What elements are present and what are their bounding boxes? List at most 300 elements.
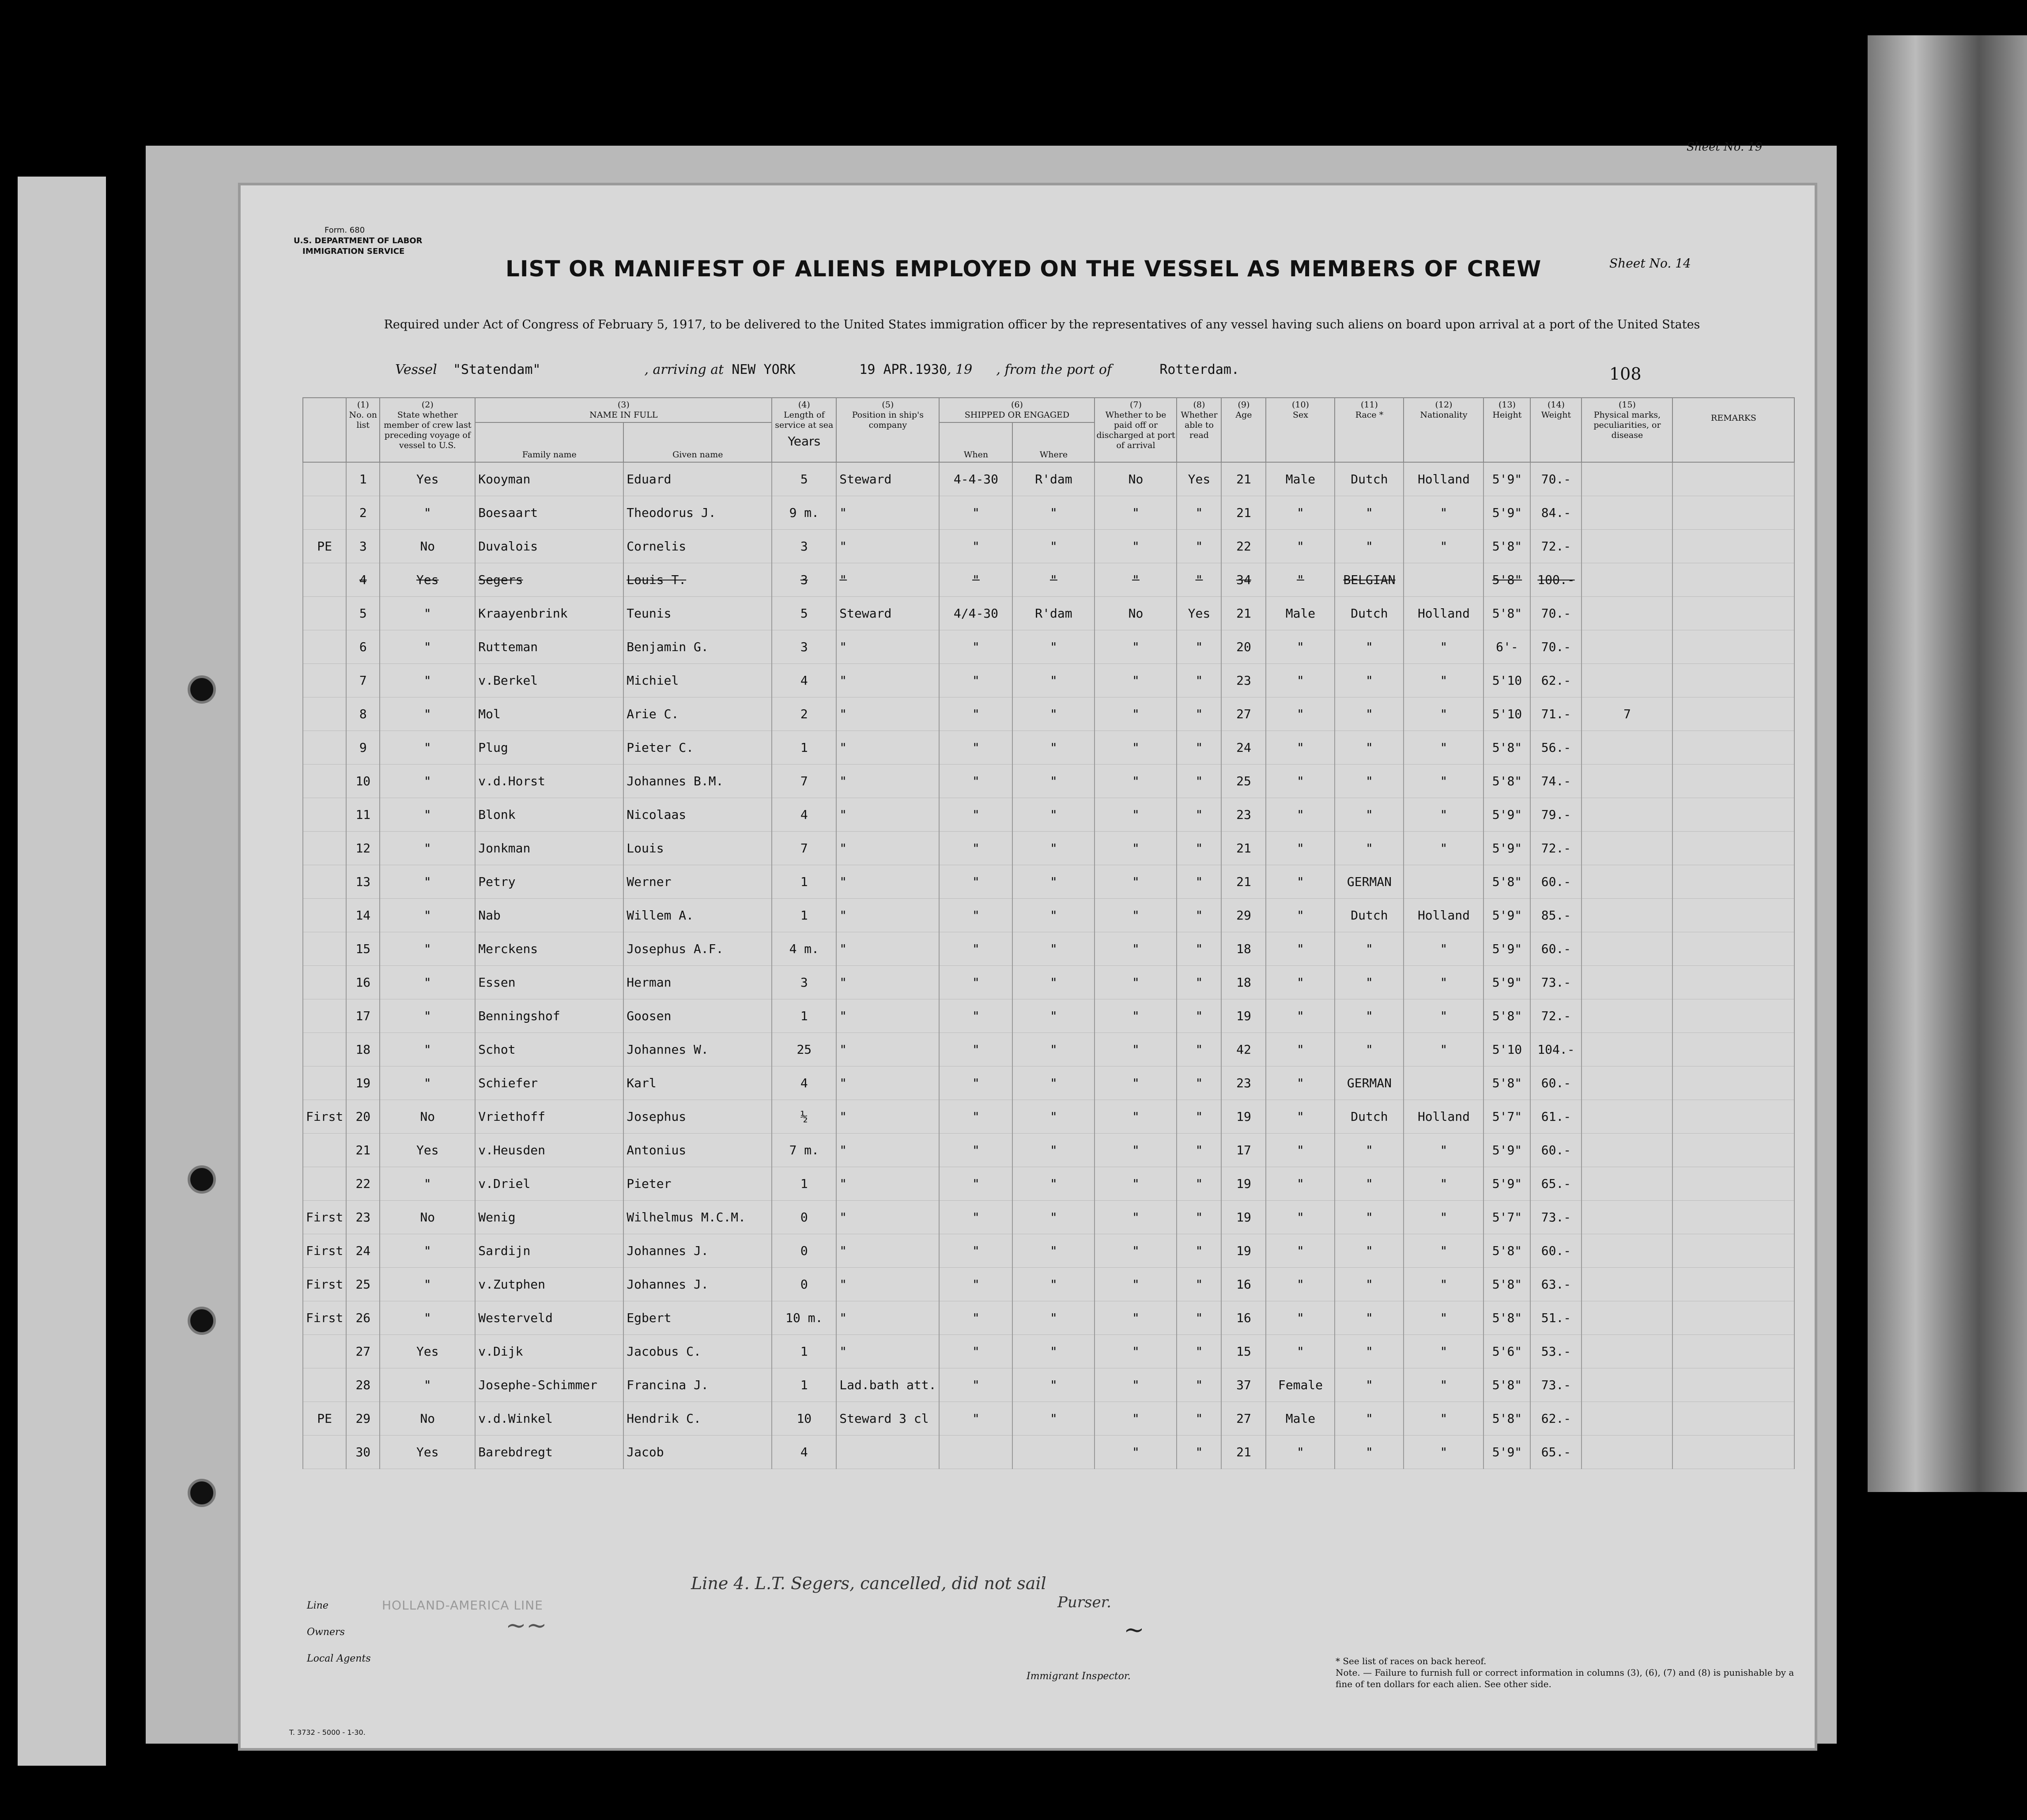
- paid-off: ": [1095, 1134, 1177, 1167]
- family-name: Benningshof: [475, 999, 623, 1033]
- physical-marks: [1582, 1033, 1672, 1066]
- position: ": [836, 697, 939, 731]
- physical-marks: [1582, 664, 1672, 697]
- row-margin-note: [303, 832, 346, 865]
- given-name: Michiel: [623, 664, 772, 697]
- paid-off: ": [1095, 630, 1177, 664]
- able-to-read: ": [1177, 899, 1221, 932]
- weight: 72.-: [1530, 530, 1582, 563]
- given-name: Eduard: [623, 462, 772, 496]
- service-length: 3: [772, 563, 836, 597]
- able-to-read: ": [1177, 1100, 1221, 1134]
- shipped-where: ": [1012, 1368, 1095, 1402]
- physical-marks: [1582, 496, 1672, 530]
- col-position: (5) Position in ship's company: [836, 398, 939, 462]
- sex: ": [1266, 563, 1335, 597]
- able-to-read: ": [1177, 1134, 1221, 1167]
- arriving-port: NEW YORK: [732, 362, 796, 377]
- from-label: , from the port of: [996, 362, 1112, 377]
- row-margin-note: [303, 1134, 346, 1167]
- shipped-when: ": [939, 1134, 1012, 1167]
- age: 27: [1221, 1402, 1266, 1436]
- nationality: ": [1404, 1033, 1483, 1066]
- given-name: Josephus A.F.: [623, 932, 772, 966]
- sex: ": [1266, 1436, 1335, 1469]
- sex: ": [1266, 1033, 1335, 1066]
- row-number: 18: [346, 1033, 380, 1066]
- shipped-when: ": [939, 1368, 1012, 1402]
- able-to-read: ": [1177, 999, 1221, 1033]
- race: GERMAN: [1335, 1066, 1404, 1100]
- able-to-read: ": [1177, 1335, 1221, 1368]
- shipped-where: ": [1012, 1100, 1095, 1134]
- family-name: v.d.Winkel: [475, 1402, 623, 1436]
- shipped-where: ": [1012, 832, 1095, 865]
- previous-voyage: ": [380, 832, 475, 865]
- service-length: 10: [772, 1402, 836, 1436]
- paid-off: ": [1095, 1234, 1177, 1268]
- height: 5'7": [1483, 1100, 1530, 1134]
- given-name: Cornelis: [623, 530, 772, 563]
- height: 5'6": [1483, 1335, 1530, 1368]
- paid-off: ": [1095, 765, 1177, 798]
- shipped-where: ": [1012, 1134, 1095, 1167]
- service-length: 1: [772, 865, 836, 899]
- remarks: [1672, 765, 1794, 798]
- form-number: Form. 680: [325, 226, 365, 235]
- given-name: Johannes J.: [623, 1268, 772, 1301]
- height: 5'8": [1483, 765, 1530, 798]
- binder-hole: [188, 1479, 216, 1507]
- crew-row: [303, 530, 1794, 563]
- physical-marks: [1582, 630, 1672, 664]
- crew-row: [303, 462, 1794, 496]
- binder-hole: [188, 1165, 216, 1194]
- shipped-when: ": [939, 932, 1012, 966]
- race: ": [1335, 1234, 1404, 1268]
- remarks: [1672, 563, 1794, 597]
- position: ": [836, 1234, 939, 1268]
- service-length: 0: [772, 1268, 836, 1301]
- owners-label: Owners: [307, 1627, 345, 1638]
- crew-row: [303, 1402, 1794, 1436]
- row-margin-note: [303, 664, 346, 697]
- col-when: When: [939, 422, 1012, 462]
- row-number: 2: [346, 496, 380, 530]
- shipping-line: HOLLAND-AMERICA LINE: [382, 1598, 543, 1613]
- physical-marks: [1582, 1100, 1672, 1134]
- given-name: Willem A.: [623, 899, 772, 932]
- shipped-when: ": [939, 1234, 1012, 1268]
- binder-left-edge: [18, 177, 106, 1766]
- service-length: 0: [772, 1234, 836, 1268]
- able-to-read: ": [1177, 1234, 1221, 1268]
- service-length: 0: [772, 1201, 836, 1234]
- family-name: Boesaart: [475, 496, 623, 530]
- height: 5'8": [1483, 1066, 1530, 1100]
- paid-off: ": [1095, 1268, 1177, 1301]
- crew-rows: [303, 462, 1794, 1469]
- family-name: Westerveld: [475, 1301, 623, 1335]
- position: ": [836, 1167, 939, 1201]
- race: Dutch: [1335, 462, 1404, 496]
- row-margin-note: First: [303, 1268, 346, 1301]
- col-name-in-full: (3) NAME IN FULL: [475, 398, 772, 422]
- able-to-read: ": [1177, 1201, 1221, 1234]
- sex: ": [1266, 1268, 1335, 1301]
- weight: 60.-: [1530, 865, 1582, 899]
- sex: Male: [1266, 597, 1335, 630]
- crew-row: [303, 1066, 1794, 1100]
- paid-off: ": [1095, 1301, 1177, 1335]
- crew-row: [303, 1234, 1794, 1268]
- shipped-where: ": [1012, 865, 1095, 899]
- race: Dutch: [1335, 597, 1404, 630]
- able-to-read: ": [1177, 765, 1221, 798]
- position: ": [836, 1134, 939, 1167]
- height: 5'8": [1483, 597, 1530, 630]
- shipped-where: ": [1012, 899, 1095, 932]
- race: ": [1335, 1167, 1404, 1201]
- weight: 51.-: [1530, 1301, 1582, 1335]
- family-name: Duvalois: [475, 530, 623, 563]
- given-name: Francina J.: [623, 1368, 772, 1402]
- shipped-when: [939, 1436, 1012, 1469]
- family-name: Kooyman: [475, 462, 623, 496]
- sex: ": [1266, 530, 1335, 563]
- physical-marks: [1582, 798, 1672, 832]
- paid-off: ": [1095, 1368, 1177, 1402]
- remarks: [1672, 798, 1794, 832]
- position: Lad.bath att.: [836, 1368, 939, 1402]
- family-name: v.Berkel: [475, 664, 623, 697]
- height: 5'8": [1483, 530, 1530, 563]
- given-name: Arie C.: [623, 697, 772, 731]
- races-note: * See list of races on back hereof.: [1336, 1656, 1487, 1666]
- family-name: Sardijn: [475, 1234, 623, 1268]
- previous-voyage: ": [380, 597, 475, 630]
- race: ": [1335, 932, 1404, 966]
- service-length: 3: [772, 530, 836, 563]
- row-number: 3: [346, 530, 380, 563]
- previous-voyage: ": [380, 999, 475, 1033]
- signature-purser: ~~: [506, 1611, 547, 1640]
- given-name: Johannes W.: [623, 1033, 772, 1066]
- weight: 84.-: [1530, 496, 1582, 530]
- paid-off: ": [1095, 1402, 1177, 1436]
- age: 23: [1221, 664, 1266, 697]
- shipped-where: ": [1012, 1033, 1095, 1066]
- height: 5'10: [1483, 697, 1530, 731]
- paid-off: No: [1095, 597, 1177, 630]
- nationality: ": [1404, 697, 1483, 731]
- given-name: Jacob: [623, 1436, 772, 1469]
- crew-row: [303, 1033, 1794, 1066]
- row-number: 27: [346, 1335, 380, 1368]
- service-length: 4 m.: [772, 932, 836, 966]
- remarks: [1672, 496, 1794, 530]
- weight: 73.-: [1530, 1368, 1582, 1402]
- remarks: [1672, 865, 1794, 899]
- crew-row: [303, 731, 1794, 765]
- able-to-read: ": [1177, 932, 1221, 966]
- race: ": [1335, 798, 1404, 832]
- nationality: Holland: [1404, 1100, 1483, 1134]
- department-name: U.S. DEPARTMENT OF LABOR: [294, 236, 423, 245]
- nationality: ": [1404, 1436, 1483, 1469]
- paid-off: ": [1095, 798, 1177, 832]
- nationality: ": [1404, 798, 1483, 832]
- crew-row: [303, 765, 1794, 798]
- able-to-read: Yes: [1177, 462, 1221, 496]
- service-length: 4: [772, 1436, 836, 1469]
- physical-marks: [1582, 765, 1672, 798]
- physical-marks: [1582, 462, 1672, 496]
- shipped-where: ": [1012, 999, 1095, 1033]
- shipped-where: ": [1012, 1167, 1095, 1201]
- sex: ": [1266, 1201, 1335, 1234]
- height: 5'9": [1483, 966, 1530, 999]
- service-length: 1: [772, 899, 836, 932]
- shipped-where: ": [1012, 1335, 1095, 1368]
- shipped-when: ": [939, 1066, 1012, 1100]
- family-name: Kraayenbrink: [475, 597, 623, 630]
- inspector-label: Immigrant Inspector.: [1027, 1671, 1131, 1682]
- paid-off: ": [1095, 832, 1177, 865]
- shipped-when: 4-4-30: [939, 462, 1012, 496]
- height: 5'9": [1483, 899, 1530, 932]
- row-margin-note: [303, 1436, 346, 1469]
- paid-off: ": [1095, 1033, 1177, 1066]
- height: 5'8": [1483, 563, 1530, 597]
- crew-row: [303, 563, 1794, 597]
- weight: 73.-: [1530, 966, 1582, 999]
- shipped-where: ": [1012, 1234, 1095, 1268]
- row-number: 7: [346, 664, 380, 697]
- position: ": [836, 530, 939, 563]
- row-margin-note: [303, 932, 346, 966]
- previous-voyage: ": [380, 966, 475, 999]
- sex: ": [1266, 1134, 1335, 1167]
- nationality: Holland: [1404, 462, 1483, 496]
- row-margin-note: [303, 1368, 346, 1402]
- crew-row: [303, 1436, 1794, 1469]
- given-name: Herman: [623, 966, 772, 999]
- previous-voyage: ": [380, 697, 475, 731]
- given-name: Johannes J.: [623, 1234, 772, 1268]
- race: ": [1335, 1402, 1404, 1436]
- physical-marks: [1582, 1066, 1672, 1100]
- sex: ": [1266, 798, 1335, 832]
- row-number: 26: [346, 1301, 380, 1335]
- shipped-where: ": [1012, 1066, 1095, 1100]
- previous-voyage: ": [380, 1268, 475, 1301]
- nationality: ": [1404, 1201, 1483, 1234]
- family-name: v.Heusden: [475, 1134, 623, 1167]
- shipped-when: ": [939, 1301, 1012, 1335]
- row-number: 4: [346, 563, 380, 597]
- previous-voyage: No: [380, 1100, 475, 1134]
- previous-voyage: ": [380, 664, 475, 697]
- remarks: [1672, 899, 1794, 932]
- previous-voyage: ": [380, 1301, 475, 1335]
- remarks: [1672, 1268, 1794, 1301]
- remarks: [1672, 1436, 1794, 1469]
- nationality: ": [1404, 496, 1483, 530]
- paid-off: No: [1095, 462, 1177, 496]
- arrival-date: 19 APR.1930: [859, 362, 947, 377]
- shipped-when: ": [939, 731, 1012, 765]
- height: 5'8": [1483, 1268, 1530, 1301]
- row-margin-note: First: [303, 1100, 346, 1134]
- position: ": [836, 798, 939, 832]
- paid-off: ": [1095, 664, 1177, 697]
- race: ": [1335, 1368, 1404, 1402]
- nationality: ": [1404, 966, 1483, 999]
- race: ": [1335, 1301, 1404, 1335]
- shipped-when: ": [939, 1167, 1012, 1201]
- given-name: Nicolaas: [623, 798, 772, 832]
- sex: ": [1266, 1066, 1335, 1100]
- height: 5'9": [1483, 798, 1530, 832]
- weight: 63.-: [1530, 1268, 1582, 1301]
- race: ": [1335, 1268, 1404, 1301]
- binder-right-edge: [1868, 35, 2027, 1492]
- col-where: Where: [1012, 422, 1095, 462]
- service-length: 9 m.: [772, 496, 836, 530]
- weight: 73.-: [1530, 1201, 1582, 1234]
- age: 21: [1221, 832, 1266, 865]
- race: Dutch: [1335, 899, 1404, 932]
- nationality: ": [1404, 999, 1483, 1033]
- previous-voyage: ": [380, 765, 475, 798]
- line-label: Line: [307, 1600, 328, 1611]
- shipped-where: [1012, 1436, 1095, 1469]
- service-length: 2: [772, 697, 836, 731]
- paid-off: ": [1095, 1201, 1177, 1234]
- position: ": [836, 630, 939, 664]
- purser-label: Purser.: [1057, 1594, 1111, 1611]
- age: 21: [1221, 865, 1266, 899]
- previous-voyage: No: [380, 1201, 475, 1234]
- age: 20: [1221, 630, 1266, 664]
- row-number: 1: [346, 462, 380, 496]
- shipped-when: ": [939, 832, 1012, 865]
- family-name: v.d.Horst: [475, 765, 623, 798]
- race: ": [1335, 999, 1404, 1033]
- service-length: 4: [772, 798, 836, 832]
- age: 19: [1221, 1100, 1266, 1134]
- given-name: Egbert: [623, 1301, 772, 1335]
- shipped-where: ": [1012, 1268, 1095, 1301]
- signature-inspector: ~: [1124, 1616, 1144, 1644]
- service-length: 1: [772, 1335, 836, 1368]
- given-name: Hendrik C.: [623, 1402, 772, 1436]
- physical-marks: [1582, 1134, 1672, 1167]
- page-title: LIST OR MANIFEST OF ALIENS EMPLOYED ON THE VESSEL AS MEMBERS OF CREW: [506, 256, 1542, 282]
- position: ": [836, 832, 939, 865]
- able-to-read: ": [1177, 1066, 1221, 1100]
- row-margin-note: PE: [303, 530, 346, 563]
- position: Steward: [836, 597, 939, 630]
- nationality: [1404, 1066, 1483, 1100]
- family-name: Rutteman: [475, 630, 623, 664]
- able-to-read: ": [1177, 664, 1221, 697]
- nationality: ": [1404, 832, 1483, 865]
- paid-off: ": [1095, 496, 1177, 530]
- able-to-read: ": [1177, 731, 1221, 765]
- service-length: 10 m.: [772, 1301, 836, 1335]
- nationality: Holland: [1404, 597, 1483, 630]
- row-margin-note: [303, 731, 346, 765]
- sheet-number: Sheet No. 14: [1609, 256, 1691, 271]
- nationality: ": [1404, 1368, 1483, 1402]
- position: ": [836, 1268, 939, 1301]
- height: 5'9": [1483, 832, 1530, 865]
- age: 42: [1221, 1033, 1266, 1066]
- race: ": [1335, 1033, 1404, 1066]
- shipped-when: ": [939, 966, 1012, 999]
- shipped-where: ": [1012, 530, 1095, 563]
- column-header-row: [303, 398, 1794, 422]
- shipped-where: ": [1012, 496, 1095, 530]
- shipped-when: 4/4-30: [939, 597, 1012, 630]
- shipped-where: ": [1012, 932, 1095, 966]
- col-no-on-list: (1) No. on list: [346, 398, 380, 462]
- shipped-when: ": [939, 563, 1012, 597]
- able-to-read: ": [1177, 1436, 1221, 1469]
- col-nationality: (12) Nationality: [1404, 398, 1483, 462]
- physical-marks: [1582, 1335, 1672, 1368]
- given-name: Pieter: [623, 1167, 772, 1201]
- sex: ": [1266, 1335, 1335, 1368]
- crew-manifest-table: [302, 397, 1795, 1469]
- crew-row: [303, 1100, 1794, 1134]
- remarks: [1672, 1201, 1794, 1234]
- sex: Male: [1266, 462, 1335, 496]
- given-name: Karl: [623, 1066, 772, 1100]
- paid-off: ": [1095, 697, 1177, 731]
- physical-marks: [1582, 1368, 1672, 1402]
- row-number: 28: [346, 1368, 380, 1402]
- shipped-when: ": [939, 1033, 1012, 1066]
- service-length: 3: [772, 966, 836, 999]
- race: ": [1335, 1436, 1404, 1469]
- given-name: Pieter C.: [623, 731, 772, 765]
- remarks: [1672, 462, 1794, 496]
- family-name: Jonkman: [475, 832, 623, 865]
- family-name: Vriethoff: [475, 1100, 623, 1134]
- remarks: [1672, 597, 1794, 630]
- row-margin-note: [303, 1167, 346, 1201]
- paid-off: ": [1095, 563, 1177, 597]
- sex: ": [1266, 832, 1335, 865]
- able-to-read: Yes: [1177, 597, 1221, 630]
- position: ": [836, 1335, 939, 1368]
- crew-row: [303, 1301, 1794, 1335]
- vessel-label: Vessel: [395, 362, 437, 377]
- sex: ": [1266, 664, 1335, 697]
- sex: Female: [1266, 1368, 1335, 1402]
- physical-marks: [1582, 966, 1672, 999]
- back-sheet-number: Sheet No. 19: [1687, 140, 1763, 154]
- binder-hole: [188, 1307, 216, 1335]
- position: ": [836, 1033, 939, 1066]
- able-to-read: ": [1177, 966, 1221, 999]
- nationality: ": [1404, 765, 1483, 798]
- row-margin-note: First: [303, 1201, 346, 1234]
- family-name: Segers: [475, 563, 623, 597]
